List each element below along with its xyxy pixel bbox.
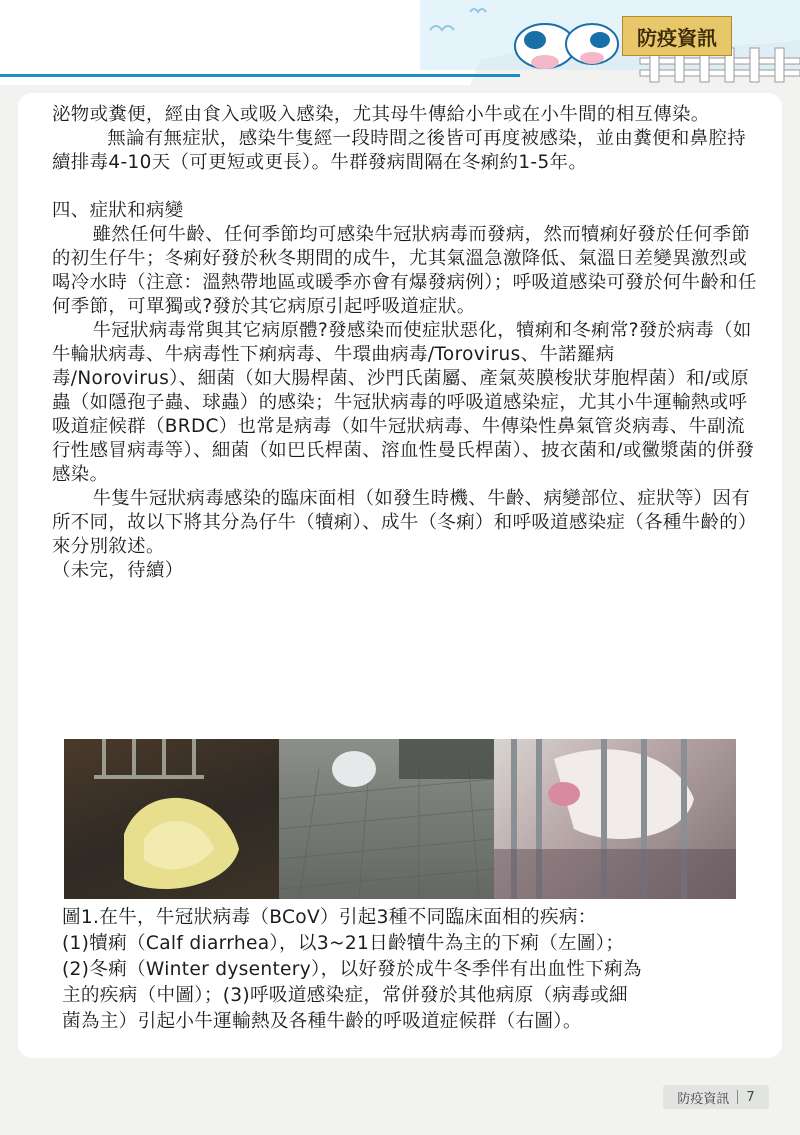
cow-illustration — [515, 24, 618, 69]
caption-line: (1)犢痢（Calf diarrhea），以3~21日齡犢牛為主的下痢（左圖）； — [62, 933, 625, 954]
paragraph: 無論有無症狀，感染牛隻經一段時間之後皆可再度被感染，並由糞便和鼻腔持續排毒4-10天（可更短或更長）。牛群發病間隔在冬痢約1-5年。 — [52, 128, 747, 173]
respiratory-calf-photo — [494, 739, 736, 899]
caption-line: 主的疾病（中圖）；(3)呼吸道感染症，常併發於其他病原（病毒或細 — [62, 985, 628, 1006]
page-header — [0, 0, 800, 85]
caption-line: (2)冬痢（Winter dysentery），以好發於成牛冬季伴有出血性下痢為 — [62, 959, 642, 980]
paragraph: 牛冠狀病毒常與其它病原體?發感染而使症狀惡化，犢痢和冬痢常?發於病毒（如牛輪狀病毒、牛病毒性下痢病毒、牛環曲病毒/Torovirus、牛諾羅病毒/Norovirus）、細菌（如大腸桿菌、沙門氏菌屬、產氣莢膜梭狀芽胞桿菌）和/或原蟲（如隱孢子蟲、球蟲）的感染；牛冠狀病毒的呼吸道感染症，尤其小牛運輸熱或呼吸道症候群（BRDC）也常是病毒（如牛冠狀病毒、牛傳染性鼻氣管炎病毒、牛副流行性感冒病毒等）、細菌（如巴氏桿菌、溶血性曼氏桿菌）、披衣菌和/或黴漿菌的併發感染。 — [52, 320, 755, 485]
winter-dysentery-photo — [279, 739, 494, 899]
paragraph: 泌物或糞便，經由食入或吸入感染，尤其母牛傳給小牛或在小牛間的相互傳染。 — [52, 104, 710, 125]
figure-caption — [62, 905, 762, 1035]
page-footer — [663, 1085, 769, 1109]
calf-diarrhea-photo — [64, 739, 279, 899]
section-title-tag: 防疫資訊 — [622, 16, 732, 56]
continuation-note: （未完，待續） — [52, 560, 184, 581]
section-heading: 四、症狀和病變 — [52, 200, 184, 221]
footer-divider — [737, 1090, 738, 1104]
page-number: 7 — [746, 1089, 755, 1105]
footer-section-label: 防疫資訊 — [677, 1091, 730, 1107]
caption-line: 菌為主）引起小牛運輸熱及各種牛齡的呼吸道症候群（右圖）。 — [62, 1011, 582, 1032]
paragraph: 牛隻牛冠狀病毒感染的臨床面相（如發生時機、牛齡、病變部位、症狀等）因有所不同，故以下將其分為仔牛（犢痢）、成牛（冬痢）和呼吸道感染症（各種牛齡的）來分別敘述。 — [52, 488, 757, 557]
caption-line: 圖1.在牛，牛冠狀病毒（BCoV）引起3種不同臨床面相的疾病： — [62, 907, 597, 928]
article-body — [52, 103, 758, 583]
paragraph: 雖然任何牛齡、任何季節均可感染牛冠狀病毒而發病，然而犢痢好發於任何季節的初生仔牛；冬痢好發於秋冬期間的成牛，尤其氣溫急激降低、氣溫日差變異激烈或喝冷水時（注意：溫熱帶地區或暖季亦會有爆發病例）；呼吸道感染可發於何牛齡和任何季節，可單獨或?發於其它病原引起呼吸道症狀。 — [52, 224, 757, 317]
spacer — [52, 175, 758, 199]
figure-photos — [64, 739, 736, 899]
